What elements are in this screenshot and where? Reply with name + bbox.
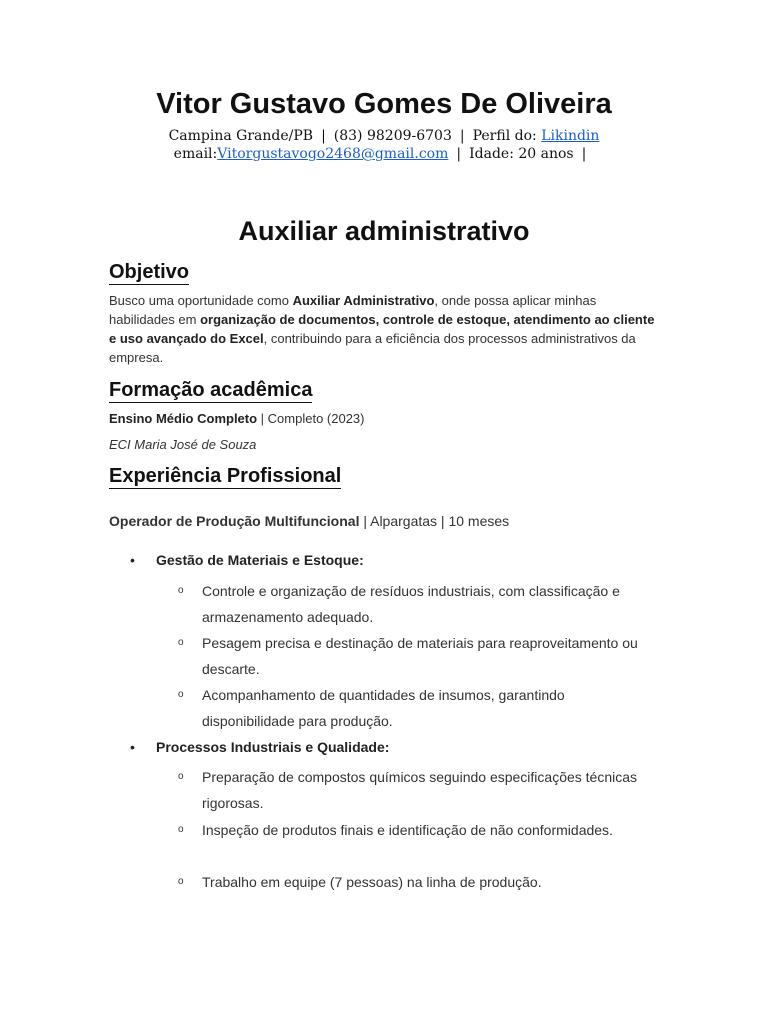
profile-link[interactable]: Likindin: [541, 128, 600, 144]
circle-bullet-icon: o: [178, 689, 184, 700]
experience-group-title: • Processos Industriais e Qualidade:: [130, 739, 390, 755]
education-heading: Formação acadêmica: [109, 379, 313, 401]
list-item: o Controle e organização de resíduos industriais, com classificação e armazenamento adequado.: [178, 578, 658, 630]
phone: (83) 98209-6703: [333, 128, 452, 144]
city: Campina Grande/PB: [168, 128, 314, 144]
candidate-name: Vitor Gustavo Gomes De Oliveira: [156, 88, 612, 120]
bullet-icon: •: [130, 552, 135, 568]
list-item: o Inspeção de produtos finais e identificação de não conformidades.: [178, 817, 658, 843]
profile-label: Perfil do:: [472, 128, 537, 144]
circle-bullet-icon: o: [178, 771, 184, 782]
separator: |: [456, 146, 462, 162]
job-title: Operador de Produção Multifuncional: [109, 513, 360, 529]
circle-bullet-icon: o: [178, 824, 184, 835]
contact-line-2: [0, 146, 768, 162]
age: Idade: 20 anos: [469, 146, 574, 162]
circle-bullet-icon: o: [178, 585, 184, 596]
job-line: [109, 513, 509, 529]
education-degree: [109, 409, 664, 428]
email-link[interactable]: Vitorgustavogo2468@gmail.com: [217, 146, 449, 162]
circle-bullet-icon: o: [178, 637, 184, 648]
role-title: Auxiliar administrativo: [238, 216, 530, 246]
bullet-icon: •: [130, 739, 135, 755]
contact-line-1: [0, 128, 768, 144]
job-details: | Alpargatas | 10 meses: [359, 513, 510, 529]
list-item: o Trabalho em equipe (7 pessoas) na linha de produção.: [178, 869, 658, 895]
degree-status: | Completo (2023): [257, 411, 365, 426]
list-item: o Preparação de compostos químicos seguindo especificações técnicas rigorosas.: [178, 764, 658, 816]
experience-heading: Experiência Profissional: [109, 465, 342, 487]
list-item: o Pesagem precisa e destinação de materiais para reaproveitamento ou descarte.: [178, 630, 658, 682]
separator: |: [581, 146, 587, 162]
objective-heading: Objetivo: [109, 261, 190, 283]
education-school: ECI Maria José de Souza: [109, 437, 257, 452]
email-label: email:: [173, 146, 218, 162]
list-item: o Acompanhamento de quantidades de insumos, garantindo disponibilidade para produção.: [178, 682, 658, 734]
separator: |: [321, 128, 326, 144]
degree: Ensino Médio Completo: [109, 411, 258, 426]
objective-text: Busco uma oportunidade como Auxiliar Administrativo, onde possa aplicar minhas habilidades em organização de documentos, controle de estoque, atendimento ao cliente e uso avançado do Excel, contribuindo para a eficiência dos processos administrativos da empresa.: [109, 293, 655, 365]
experience-group-title: • Gestão de Materiais e Estoque:: [130, 552, 364, 568]
separator: |: [459, 128, 465, 144]
circle-bullet-icon: o: [178, 876, 184, 887]
